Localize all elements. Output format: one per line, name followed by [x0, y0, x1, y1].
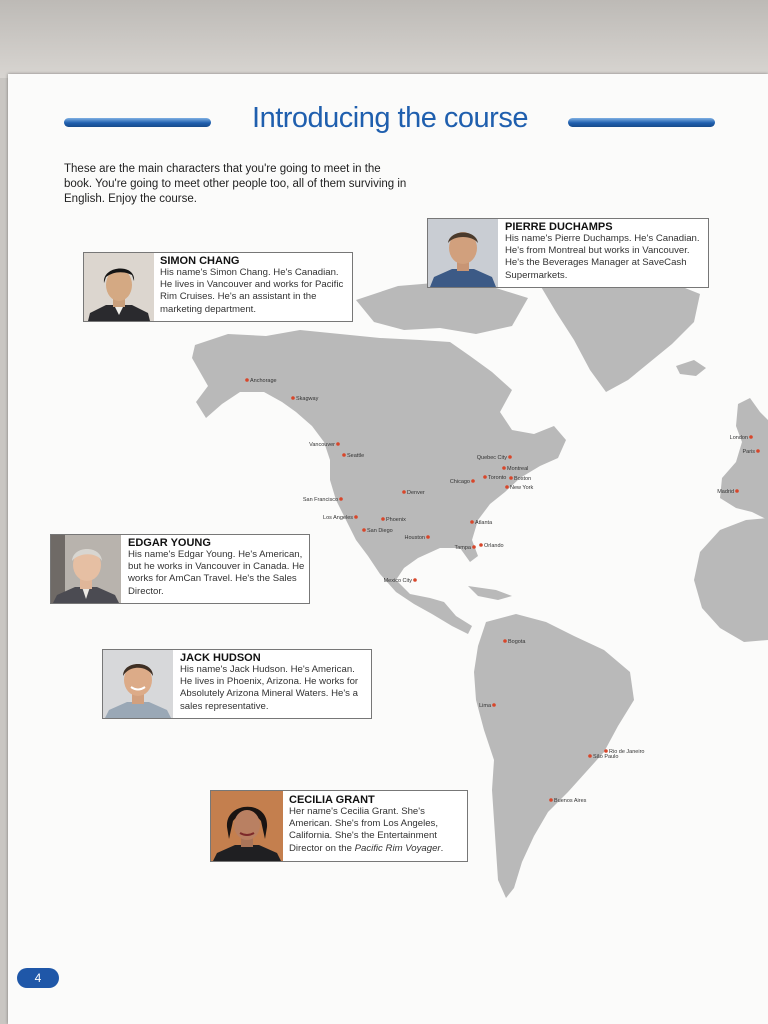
arctic-islands-landmass: [356, 282, 528, 334]
city-marker-mexico-city: [413, 578, 417, 582]
city-marker-atlanta: [470, 520, 474, 524]
simon-chang-name: SIMON CHANG: [160, 255, 240, 267]
character-card-simon-chang: [83, 252, 353, 322]
character-card-pierre-duchamps: [427, 218, 709, 288]
iceland-landmass: [676, 360, 706, 376]
city-marker-london: [749, 435, 753, 439]
pierre-duchamps-name: PIERRE DUCHAMPS: [505, 221, 613, 233]
city-marker-orlando: [479, 543, 483, 547]
city-marker-buenos-aires: [549, 798, 553, 802]
simon-chang-description: His name's Simon Chang. He's Canadian. He lives in Vancouver and works for Pacific Rim Cruises. He's an assistant in the marketing department.: [160, 267, 344, 315]
city-label-houston: Houston: [404, 535, 425, 541]
city-label-seattle: Seattle: [347, 453, 365, 459]
page-number-badge: 4: [17, 968, 59, 988]
city-label-london: London: [729, 435, 748, 441]
city-label-phoenix: Phoenix: [386, 517, 406, 523]
city-label-madrid: Madrid: [717, 489, 734, 495]
character-card-edgar-young: [50, 534, 310, 604]
cecilia-grant-description-text: Her name's Cecilia Grant. She's American. She's from Los Angeles, California. She's the Entertainment Director on the: [289, 806, 439, 854]
city-marker-denver: [402, 490, 406, 494]
city-marker-san-francisco: [339, 497, 343, 501]
cecilia-grant-description-end: .: [440, 842, 444, 854]
city-label-s-o-paulo: São Paulo: [593, 754, 619, 760]
city-marker-los-angeles: [354, 515, 358, 519]
city-label-quebec-city: Quebec City: [476, 455, 507, 461]
city-label-boston: Boston: [514, 476, 532, 482]
city-marker-montreal: [502, 466, 506, 470]
simon-chang-photo: [84, 253, 154, 321]
city-label-mexico-city: Mexico City: [383, 578, 412, 584]
city-label-tampa: Tampa: [454, 545, 471, 551]
city-label-san-diego: San Diego: [367, 528, 393, 534]
city-marker-madrid: [735, 489, 739, 493]
jack-hudson-description: His name's Jack Hudson. He's American. He lives in Phoenix, Arizona. He works for Absolutely Arizona Mineral Waters. He's a sales representative.: [180, 664, 359, 712]
city-marker-skagway: [291, 396, 295, 400]
cecilia-grant-description: [289, 806, 465, 855]
city-label-san-francisco: San Francisco: [302, 497, 338, 503]
city-marker-tampa: [472, 545, 476, 549]
page-title: Introducing the course: [252, 102, 528, 134]
city-label-bogota: Bogota: [508, 639, 526, 645]
pierre-duchamps-description: His name's Pierre Duchamps. He's Canadian. He's from Montreal but works in Vancouver. He's the Beverages Manager at SaveCash Supermarkets.: [505, 233, 700, 281]
city-marker-houston: [426, 535, 430, 539]
city-marker-quebec-city: [508, 455, 512, 459]
jack-hudson-photo: [103, 650, 173, 718]
city-label-toronto: Toronto: [488, 475, 507, 481]
city-marker-new-york: [505, 485, 509, 489]
city-marker-rio-de-janeiro: [604, 749, 608, 753]
city-label-vancouver: Vancouver: [309, 442, 335, 448]
city-label-montreal: Montreal: [507, 466, 529, 472]
city-label-anchorage: Anchorage: [250, 378, 277, 384]
title-decoration-right: [568, 118, 715, 127]
city-label-new-york: New York: [510, 485, 534, 491]
city-label-paris: Paris: [742, 449, 755, 455]
city-marker-chicago: [471, 479, 475, 483]
city-label-chicago: Chicago: [449, 479, 470, 485]
cecilia-grant-photo: [211, 791, 283, 861]
caribbean-landmass: [468, 586, 512, 600]
city-label-orlando: Orlando: [484, 543, 504, 549]
city-marker-seattle: [342, 453, 346, 457]
city-marker-toronto: [483, 475, 487, 479]
edgar-young-photo: [51, 535, 121, 603]
africa-landmass: [694, 518, 768, 642]
character-card-cecilia-grant: [210, 790, 468, 862]
edgar-young-description: His name's Edgar Young. He's American, but he works in Vancouver in Canada. He works for AmCan Travel. He's the Sales Director.: [128, 549, 305, 597]
edgar-young-name: EDGAR YOUNG: [128, 537, 211, 549]
intro-paragraph: These are the main characters that you're going to meet in the book. You're going to meet other people too, all of them surviving in English. Enjoy the course.: [64, 163, 407, 205]
city-marker-san-diego: [362, 528, 366, 532]
city-label-rio-de-janeiro: Rio de Janeiro: [609, 749, 645, 755]
pierre-duchamps-photo: [428, 219, 498, 287]
city-label-atlanta: Atlanta: [475, 520, 493, 526]
title-decoration-left: [64, 118, 211, 127]
cecilia-grant-name: CECILIA GRANT: [289, 794, 375, 806]
city-marker-anchorage: [245, 378, 249, 382]
city-marker-bogota: [503, 639, 507, 643]
city-marker-paris: [756, 449, 760, 453]
city-label-skagway: Skagway: [296, 396, 319, 402]
europe-landmass: [720, 398, 768, 520]
city-label-denver: Denver: [407, 490, 425, 496]
city-label-los-angeles: Los Angeles: [323, 515, 353, 521]
jack-hudson-name: JACK HUDSON: [180, 652, 261, 664]
city-marker-phoenix: [381, 517, 385, 521]
city-label-lima: Lima: [479, 703, 491, 709]
city-marker-vancouver: [336, 442, 340, 446]
city-marker-boston: [509, 476, 513, 480]
city-marker-s-o-paulo: [588, 754, 592, 758]
greenland-landmass: [540, 276, 700, 392]
city-label-buenos-aires: Buenos Aires: [554, 798, 587, 804]
cecilia-grant-ship-name: Pacific Rim Voyager: [354, 842, 441, 854]
character-card-jack-hudson: [102, 649, 372, 719]
city-marker-lima: [492, 703, 496, 707]
